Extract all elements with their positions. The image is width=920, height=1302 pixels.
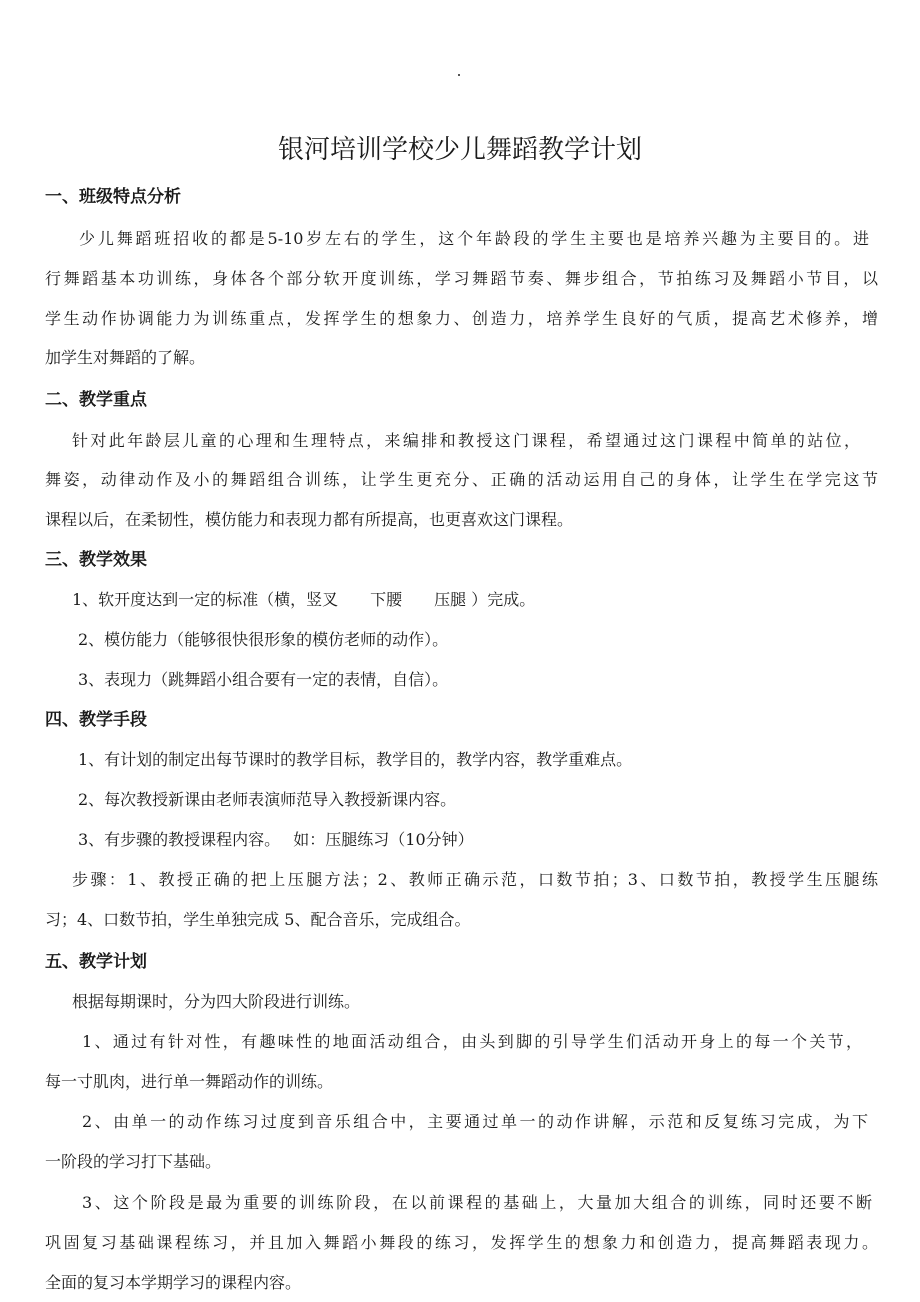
document-title: 银河培训学校少儿舞蹈教学计划 [277, 135, 642, 165]
paragraph-line: 每一寸肌肉，进行单一舞蹈动作的训练。 [45, 1072, 334, 1091]
paragraph-line: 1、通过有针对性，有趣味性的地面活动组合，由头到脚的引导学生们活动开身上的每一个关节， [82, 1032, 862, 1051]
paragraph-line: 根据每期课时，分为四大阶段进行训练。 [72, 992, 361, 1011]
paragraph-line: 针对此年龄层儿童的心理和生理特点，来编排和教授这门课程，希望通过这门课程中简单的站位， [72, 431, 860, 450]
paragraph-line: 2、由单一的动作练习过度到音乐组合中，主要通过单一的动作讲解，示范和反复练习完成，为下 [82, 1112, 868, 1131]
list-item: 2、每次教授新课由老师表演师范导入教授新课内容。 [78, 790, 457, 809]
paragraph-line: 全面的复习本学期学习的课程内容。 [45, 1273, 302, 1292]
list-item: 3、有步骤的教授课程内容。 如：压腿练习（10分钟） [78, 830, 474, 849]
section-heading: 四、教学手段 [45, 710, 147, 730]
paragraph-line: 一阶段的学习打下基础。 [45, 1152, 222, 1171]
paragraph-line: 步骤：1、教授正确的把上压腿方法；2、教师正确示范，口数节拍；3、口数节拍，教授学生压腿练 [72, 870, 878, 889]
paragraph-line: 巩固复习基础课程练习，并且加入舞蹈小舞段的练习，发挥学生的想象力和创造力，提高舞蹈表现力。 [45, 1233, 878, 1252]
section-heading: 五、教学计划 [45, 952, 147, 972]
paragraph-line: 课程以后，在柔韧性，模仿能力和表现力都有所提高，也更喜欢这门课程。 [45, 510, 574, 529]
section-heading: 二、教学重点 [45, 390, 147, 410]
list-item: 3、表现力（跳舞蹈小组合要有一定的表情，自信）。 [78, 670, 449, 689]
list-item: 1、有计划的制定出每节课时的教学目标，教学目的，教学内容，教学重难点。 [78, 750, 633, 769]
section-heading: 一、班级特点分析 [45, 187, 181, 207]
paragraph-line: 加学生对舞蹈的了解。 [45, 348, 206, 367]
paragraph-line: 3、这个阶段是最为重要的训练阶段，在以前课程的基础上，大量加大组合的训练，同时还要不断 [82, 1193, 872, 1212]
page-mark [458, 74, 460, 76]
paragraph-line: 行舞蹈基本功训练，身体各个部分软开度训练，学习舞蹈节奏、舞步组合，节拍练习及舞蹈小节目，以 [45, 269, 878, 288]
paragraph-line: 舞姿，动律动作及小的舞蹈组合训练，让学生更充分、正确的活动运用自己的身体，让学生在学完这节 [45, 470, 878, 489]
section-heading: 三、教学效果 [45, 550, 147, 570]
paragraph-line: 少儿舞蹈班招收的都是5-10岁左右的学生，这个年龄段的学生主要也是培养兴趣为主要目的。进 [79, 229, 869, 248]
paragraph-line: 学生动作协调能力为训练重点，发挥学生的想象力、创造力，培养学生良好的气质，提高艺术修养，增 [45, 309, 878, 328]
list-item: 1、软开度达到一定的标准（横，竖叉 下腰 压腿 ）完成。 [72, 590, 536, 609]
paragraph-line: 习；4、口数节拍，学生单独完成 5、配合音乐，完成组合。 [45, 910, 471, 929]
list-item: 2、模仿能力（能够很快很形象的模仿老师的动作）。 [78, 630, 449, 649]
